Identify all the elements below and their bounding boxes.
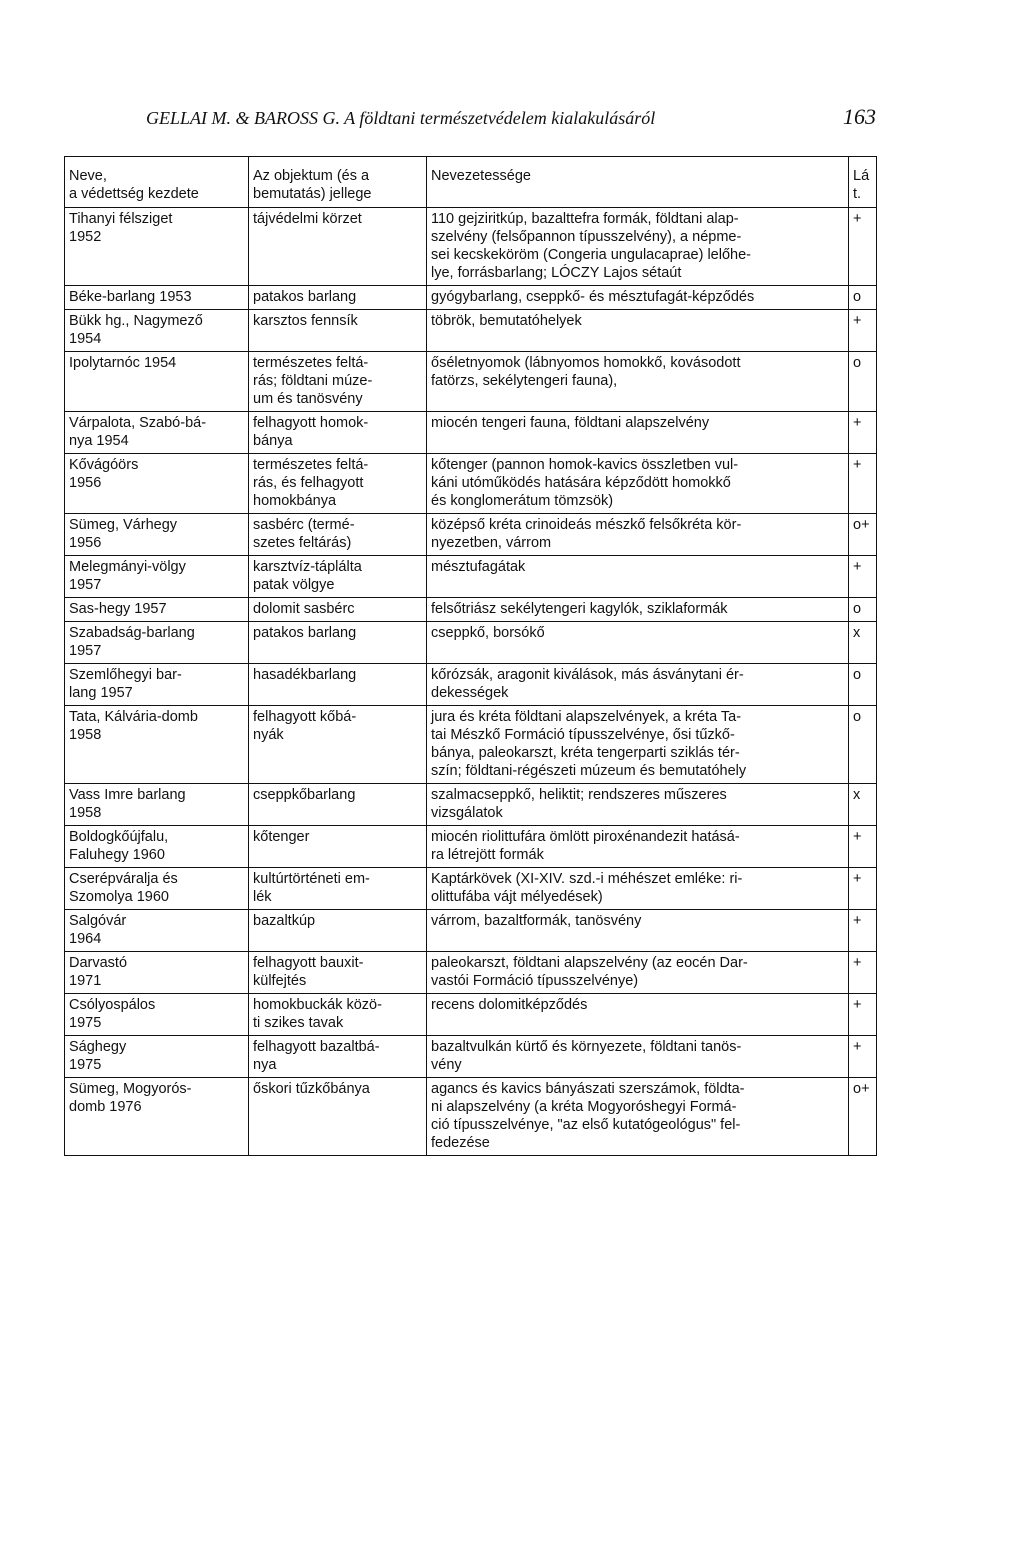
cell-type <box>249 208 427 286</box>
cell-line: rás; földtani múze- <box>253 373 373 389</box>
cell-name <box>65 352 249 412</box>
cell-name <box>65 454 249 514</box>
table-row <box>65 664 877 706</box>
cell-line: cseppkő, borsókő <box>431 625 545 641</box>
cell-line: Ipolytarnóc 1954 <box>69 355 177 371</box>
cell-fame <box>427 286 849 310</box>
cell-line: lang 1957 <box>69 685 133 701</box>
cell-fame <box>427 664 849 706</box>
table-row <box>65 952 877 994</box>
cell-line: Nevezetessége <box>431 168 531 184</box>
cell-line: paleokarszt, földtani alapszelvény (az eocén Dar- <box>431 955 748 971</box>
cell-line: Szomolya 1960 <box>69 889 169 905</box>
running-head: GELLAI M. & BAROSS G. A földtani természetvédelem kialakulásáról <box>146 108 656 128</box>
cell-line: felhagyott homok- <box>253 415 369 431</box>
cell-line: kőtenger <box>253 829 310 845</box>
cell-line: 1952 <box>69 229 102 245</box>
cell-line: vizsgálatok <box>431 805 503 821</box>
cell-line: agancs és kavics bányászati szerszámok, földta- <box>431 1081 745 1097</box>
cell-line: patakos barlang <box>253 289 357 305</box>
cell-line: őskori tűzkőbánya <box>253 1081 370 1097</box>
table-row <box>65 994 877 1036</box>
cell-name <box>65 412 249 454</box>
cell-line: tájvédelmi körzet <box>253 211 362 227</box>
cell-fame <box>427 514 849 556</box>
cell-line: hasadékbarlang <box>253 667 357 683</box>
cell-name <box>65 622 249 664</box>
cell-line: Sághegy <box>69 1039 127 1055</box>
cell-line: bánya <box>253 433 293 449</box>
cell-fame <box>427 352 849 412</box>
cell-name <box>65 1036 249 1078</box>
cell-line: Bükk hg., Nagymező <box>69 313 203 329</box>
cell-line: bazaltkúp <box>253 913 316 929</box>
protected-sites-table <box>64 156 877 1156</box>
cell-line: ni alapszelvény (a kréta Mogyoróshegyi Formá- <box>431 1099 737 1115</box>
cell-line: és konglomerátum tömzsök) <box>431 493 614 509</box>
cell-visibility: + <box>849 868 877 910</box>
cell-fame <box>427 454 849 514</box>
cell-fame <box>427 910 849 952</box>
cell-line: káni utóműködés hatására képződött homokkő <box>431 475 731 491</box>
cell-line: Boldogkőújfalu, <box>69 829 169 845</box>
cell-line: Neve, <box>69 168 107 184</box>
cell-line: 1957 <box>69 577 102 593</box>
cell-type <box>249 352 427 412</box>
cell-type <box>249 706 427 784</box>
cell-name <box>65 664 249 706</box>
table-row <box>65 910 877 952</box>
cell-line: recens dolomitképződés <box>431 997 588 1013</box>
cell-line: 1971 <box>69 973 102 989</box>
cell-line: Szabadság-barlang <box>69 625 195 641</box>
cell-visibility: o <box>849 286 877 310</box>
cell-fame <box>427 826 849 868</box>
cell-visibility: x <box>849 622 877 664</box>
cell-line: 1975 <box>69 1015 102 1031</box>
cell-line: szín; földtani-régészeti múzeum és bemutatóhely <box>431 763 747 779</box>
table-row <box>65 868 877 910</box>
cell-line: természetes feltá- <box>253 457 369 473</box>
cell-fame <box>427 208 849 286</box>
cell-visibility: o <box>849 598 877 622</box>
cell-name <box>65 910 249 952</box>
column-header-fame <box>427 157 849 208</box>
cell-line: Faluhegy 1960 <box>69 847 165 863</box>
cell-visibility: o+ <box>849 1078 877 1156</box>
cell-line: fedezése <box>431 1135 490 1151</box>
cell-fame <box>427 706 849 784</box>
cell-line: lye, forrásbarlang; LÓCZY Lajos sétaút <box>431 265 682 281</box>
table-row <box>65 208 877 286</box>
cell-line: homokbuckák közö- <box>253 997 382 1013</box>
cell-name <box>65 784 249 826</box>
cell-visibility: + <box>849 208 877 286</box>
cell-line: 1954 <box>69 331 102 347</box>
cell-visibility: + <box>849 310 877 352</box>
cell-line: cseppkőbarlang <box>253 787 356 803</box>
table-row <box>65 556 877 598</box>
cell-line: felhagyott bauxit- <box>253 955 364 971</box>
cell-visibility: + <box>849 994 877 1036</box>
cell-line: um és tanösvény <box>253 391 363 407</box>
cell-line: 1958 <box>69 805 102 821</box>
cell-visibility: + <box>849 556 877 598</box>
table-row <box>65 622 877 664</box>
cell-name <box>65 826 249 868</box>
cell-type <box>249 784 427 826</box>
cell-line: mésztufagátak <box>431 559 526 575</box>
cell-line: Szemlőhegyi bar- <box>69 667 182 683</box>
cell-line: Vass Imre barlang <box>69 787 186 803</box>
cell-line: felhagyott kőbá- <box>253 709 357 725</box>
cell-visibility: o <box>849 706 877 784</box>
cell-line: domb 1976 <box>69 1099 142 1115</box>
cell-name <box>65 556 249 598</box>
cell-type <box>249 664 427 706</box>
cell-name <box>65 1078 249 1156</box>
cell-line: Sümeg, Mogyorós- <box>69 1081 192 1097</box>
cell-name <box>65 208 249 286</box>
table-row <box>65 352 877 412</box>
cell-line: 110 gejziritkúp, bazalttefra formák, földtani alap- <box>431 211 739 227</box>
cell-name <box>65 310 249 352</box>
cell-line: Tata, Kálvária-domb <box>69 709 198 725</box>
cell-line: patak völgye <box>253 577 335 593</box>
cell-line: bazaltvulkán kürtő és környezete, földtani tanös- <box>431 1039 742 1055</box>
cell-line: Sümeg, Várhegy <box>69 517 178 533</box>
cell-line: dekességek <box>431 685 509 701</box>
cell-fame <box>427 412 849 454</box>
cell-visibility: + <box>849 412 877 454</box>
cell-line: szetes feltárás) <box>253 535 352 551</box>
table-row <box>65 454 877 514</box>
cell-line: nya <box>253 1057 277 1073</box>
cell-line: bánya, paleokarszt, kréta tengerparti sziklás tér- <box>431 745 740 761</box>
cell-line: ti szikes tavak <box>253 1015 344 1031</box>
cell-visibility: + <box>849 952 877 994</box>
cell-name <box>65 286 249 310</box>
cell-type <box>249 514 427 556</box>
cell-line: olittufába vájt mélyedések) <box>431 889 603 905</box>
cell-line: gyógybarlang, cseppkő- és mésztufagát-képződés <box>431 289 755 305</box>
cell-fame <box>427 1078 849 1156</box>
cell-line: Salgóvár <box>69 913 127 929</box>
table-row <box>65 412 877 454</box>
cell-line: Tihanyi félsziget <box>69 211 173 227</box>
cell-line: nyezetben, várrom <box>431 535 552 551</box>
cell-type <box>249 1078 427 1156</box>
cell-line: várrom, bazaltformák, tanösvény <box>431 913 642 929</box>
cell-line: kőrózsák, aragonit kiválások, más ásványtani ér- <box>431 667 744 683</box>
cell-line: jura és kréta földtani alapszelvények, a kréta Ta- <box>431 709 742 725</box>
cell-line: dolomit sasbérc <box>253 601 355 617</box>
cell-line: Béke-barlang 1953 <box>69 289 192 305</box>
cell-line: karsztvíz-táplálta <box>253 559 362 575</box>
cell-line: sei kecskeköröm (Congeria ungulacaprae) lelőhe- <box>431 247 751 263</box>
cell-fame <box>427 784 849 826</box>
cell-visibility: o <box>849 664 877 706</box>
cell-line: szelvény (felsőpannon típusszelvény), a népme- <box>431 229 742 245</box>
cell-line: bemutatás) jellege <box>253 186 372 202</box>
cell-type <box>249 826 427 868</box>
cell-line: 1956 <box>69 475 102 491</box>
cell-line: Lát. <box>853 168 870 202</box>
cell-line: vastói Formáció típusszelvénye) <box>431 973 639 989</box>
cell-type <box>249 910 427 952</box>
column-header-type <box>249 157 427 208</box>
cell-type <box>249 952 427 994</box>
cell-line: 1956 <box>69 535 102 551</box>
cell-type <box>249 598 427 622</box>
table-header-row <box>65 157 877 208</box>
page-header <box>146 104 876 134</box>
cell-line: Cserépváralja és <box>69 871 178 887</box>
cell-fame <box>427 1036 849 1078</box>
cell-line: természetes feltá- <box>253 355 369 371</box>
cell-line: sasbérc (termé- <box>253 517 355 533</box>
cell-type <box>249 454 427 514</box>
cell-line: felhagyott bazaltbá- <box>253 1039 380 1055</box>
cell-name <box>65 514 249 556</box>
table-row <box>65 1078 877 1156</box>
cell-type <box>249 1036 427 1078</box>
table-row <box>65 514 877 556</box>
cell-line: ció típusszelvénye, "az első kutatógeológus" fel- <box>431 1117 741 1133</box>
cell-visibility: x <box>849 784 877 826</box>
table-body <box>65 208 877 1156</box>
cell-type <box>249 412 427 454</box>
cell-fame <box>427 994 849 1036</box>
page-number: 163 <box>843 104 876 129</box>
cell-line: Kaptárkövek (XI-XIV. szd.-i méhészet emléke: ri- <box>431 871 743 887</box>
cell-type <box>249 622 427 664</box>
cell-line: fatörzs, sekélytengeri fauna), <box>431 373 618 389</box>
table-row <box>65 286 877 310</box>
cell-line: középső kréta crinoideás mészkő felsőkréta kör- <box>431 517 742 533</box>
cell-line: őséletnyomok (lábnyomos homokkő, kovásodott <box>431 355 741 371</box>
cell-fame <box>427 556 849 598</box>
cell-visibility: + <box>849 826 877 868</box>
table-row <box>65 598 877 622</box>
cell-line: lék <box>253 889 272 905</box>
cell-line: nyák <box>253 727 284 743</box>
cell-line: vény <box>431 1057 462 1073</box>
cell-line: 1975 <box>69 1057 102 1073</box>
cell-line: miocén tengeri fauna, földtani alapszelvény <box>431 415 710 431</box>
cell-visibility: o <box>849 352 877 412</box>
cell-line: homokbánya <box>253 493 337 509</box>
cell-line: felsőtriász sekélytengeri kagylók, sziklaformák <box>431 601 728 617</box>
cell-fame <box>427 868 849 910</box>
table-row <box>65 826 877 868</box>
cell-line: patakos barlang <box>253 625 357 641</box>
cell-line: rás, és felhagyott <box>253 475 364 491</box>
cell-line: kultúrtörténeti em- <box>253 871 370 887</box>
cell-type <box>249 994 427 1036</box>
cell-line: Kővágóörs <box>69 457 139 473</box>
cell-line: Csólyospálos <box>69 997 156 1013</box>
cell-line: kőtenger (pannon homok-kavics összletben vul- <box>431 457 739 473</box>
cell-name <box>65 598 249 622</box>
cell-visibility: + <box>849 1036 877 1078</box>
cell-line: külfejtés <box>253 973 307 989</box>
table-row <box>65 1036 877 1078</box>
cell-line: nya 1954 <box>69 433 129 449</box>
cell-line: Várpalota, Szabó-bá- <box>69 415 207 431</box>
cell-line: Sas-hegy 1957 <box>69 601 167 617</box>
table-row <box>65 310 877 352</box>
column-header-visibility <box>849 157 877 208</box>
cell-line: tai Mészkő Formáció típusszelvénye, ősi tűzkő- <box>431 727 735 743</box>
cell-line: töbrök, bemutatóhelyek <box>431 313 582 329</box>
cell-visibility: + <box>849 910 877 952</box>
cell-name <box>65 868 249 910</box>
cell-line: 1958 <box>69 727 102 743</box>
cell-fame <box>427 598 849 622</box>
cell-name <box>65 994 249 1036</box>
cell-line: 1957 <box>69 643 102 659</box>
cell-line: szalmacseppkő, heliktit; rendszeres műszeres <box>431 787 727 803</box>
cell-line: karsztos fennsík <box>253 313 358 329</box>
cell-type <box>249 868 427 910</box>
cell-visibility: + <box>849 454 877 514</box>
cell-fame <box>427 622 849 664</box>
cell-visibility: o+ <box>849 514 877 556</box>
cell-fame <box>427 952 849 994</box>
cell-line: Az objektum (és a <box>253 168 370 184</box>
cell-line: miocén riolittufára ömlött piroxénandezit hatásá- <box>431 829 740 845</box>
cell-line: a védettség kezdete <box>69 186 199 202</box>
cell-type <box>249 556 427 598</box>
cell-line: 1964 <box>69 931 102 947</box>
cell-line: ra létrejött formák <box>431 847 544 863</box>
cell-name <box>65 952 249 994</box>
cell-type <box>249 286 427 310</box>
cell-line: Melegmányi-völgy <box>69 559 186 575</box>
column-header-name <box>65 157 249 208</box>
cell-line: Darvastó <box>69 955 128 971</box>
cell-name <box>65 706 249 784</box>
cell-type <box>249 310 427 352</box>
cell-fame <box>427 310 849 352</box>
table-row <box>65 706 877 784</box>
table-row <box>65 784 877 826</box>
